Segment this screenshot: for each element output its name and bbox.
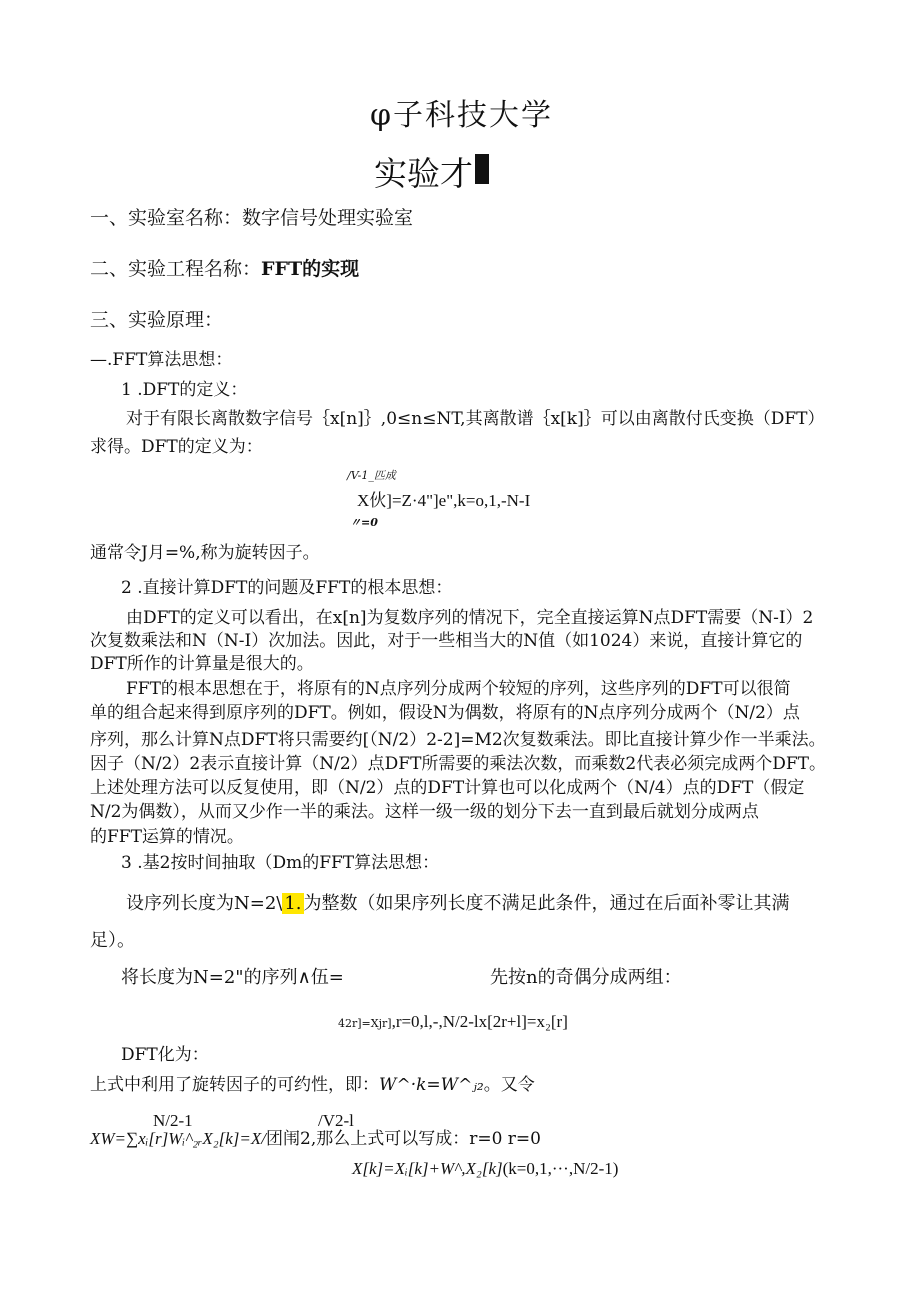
item-direct-computation: 2 .直接计算DFT的问题及FFT的根本思想： bbox=[121, 578, 453, 598]
para3-line3: DFT所作的计算量是很大的。 bbox=[90, 654, 314, 674]
para4-line3: 序列，那么计算N点DFT将只需要约[（N/2）2-2]=M2次复数乘法。即比直接计算少作一半乘法。 bbox=[90, 730, 826, 750]
para8 bbox=[90, 1075, 535, 1095]
eq1-lower-limit: 〃=0 bbox=[350, 516, 378, 529]
para4-line7: 的FFT运算的情况。 bbox=[90, 827, 244, 847]
para6-left: 将长度为N=2"的序列∧伍= bbox=[121, 967, 344, 988]
para4-line6: N/2为偶数），从而又少作一半的乘法。这样一级一级的划分下去一直到最后就划分成两点 bbox=[90, 802, 759, 822]
para8-post: 。又令 bbox=[483, 1075, 535, 1095]
eq4-math: X[k]=Xᵢ[k]+W^,X₂[k] bbox=[352, 1159, 503, 1178]
section-principle: 三、实验原理： bbox=[90, 309, 224, 331]
eq1-upper-limit: /V-1_匹成 bbox=[347, 469, 396, 482]
para6-right: 先按n的奇偶分成两组： bbox=[490, 967, 682, 988]
project-name-value: FFT的实现 bbox=[261, 258, 360, 280]
para3-line1: 由DFT的定义可以看出，在x[n]为复数序列的情况下，完全直接运算N点DFT需要（N-I）2 bbox=[126, 608, 814, 628]
highlighted-exponent: 1. bbox=[284, 893, 302, 914]
item-dft-definition: 1 .DFT的定义： bbox=[121, 380, 248, 400]
para5-line1 bbox=[126, 893, 790, 915]
project-name-prefix: 二、实验工程名称： bbox=[90, 258, 262, 280]
para4-line1: FFT的根本思想在于，将原有的N点序列分成两个较短的序列，这些序列的DFT可以很简 bbox=[126, 679, 791, 699]
para8-pre: 上式中利用了旋转因子的可约性，即： bbox=[90, 1075, 379, 1095]
eq3-math: XW=∑xᵢ[r]Wᵢ^₂ᵣX₂[k]=X/ bbox=[90, 1129, 266, 1148]
para5-line2: 足）。 bbox=[90, 930, 135, 951]
para5-post: 为整数（如果序列长度不满足此条件，通过在后面补零让其满 bbox=[303, 893, 790, 914]
eq2-small: 42r]=Xjr] bbox=[338, 1017, 392, 1030]
eq3-text: 团闱2,那么上式可以写成：r=0 r=0 bbox=[266, 1129, 541, 1149]
item-radix2-dit: 3 .基2按时间抽取（Dm的FFT算法思想： bbox=[121, 853, 440, 873]
para1-line2: 求得。DFT的定义为： bbox=[90, 437, 263, 457]
redaction-block bbox=[475, 154, 489, 184]
eq2-main: ,r=0,l,-,N/2-lx[2r+l]=x₂[r] bbox=[391, 1012, 568, 1031]
report-heading bbox=[374, 154, 489, 194]
para3-line2: 次复数乘法和N（N-I）次加法。因此，对于一些相当大的N值（如1024）来说，直接计算它的 bbox=[90, 631, 803, 651]
para8-math: W^·k=W^ⱼ₂ bbox=[379, 1075, 484, 1095]
para5-pre: 设序列长度为N=2\ bbox=[126, 893, 283, 914]
eq4-line bbox=[352, 1159, 618, 1179]
eq1-main: X伙]=Z·4"]e",k=o,1,-N-I bbox=[357, 491, 531, 510]
para4-line4: 因子（N/2）2表示直接计算（N/2）点DFT所需要的乘法次数，而乘数2代表必须完成两个DFT。 bbox=[90, 754, 826, 774]
para1-line1: 对于有限长离散数字信号｛x[n]｝,0≤n≤NT,其离散谱｛x[k]｝可以由离散付氏变换（DFT） bbox=[126, 409, 825, 429]
eq4-text: (k=0,1,···,N/2-1) bbox=[502, 1159, 619, 1178]
eq3-line bbox=[90, 1129, 541, 1149]
section-lab-name: 一、实验室名称：数字信号处理实验室 bbox=[90, 207, 414, 229]
report-heading-text: 实验才 bbox=[374, 154, 473, 193]
eq2 bbox=[338, 1012, 568, 1032]
eq3-upper-right: /V2-l bbox=[318, 1111, 354, 1130]
section-project-name bbox=[90, 258, 359, 281]
university-title: φ子科技大学 bbox=[370, 98, 554, 133]
para2: 通常令J月=%,称为旋转因子。 bbox=[90, 543, 320, 563]
para4-line2: 单的组合起来得到原序列的DFT。例如，假设N为偶数，将原有的N点序列分成两个（N/2）点 bbox=[90, 703, 800, 723]
para7: DFT化为： bbox=[121, 1045, 209, 1065]
eq3-upper-left: N/2-1 bbox=[153, 1111, 193, 1130]
subheading-fft-idea: —.FFT算法思想： bbox=[90, 350, 233, 370]
para4-line5: 上述处理方法可以反复使用，即（N/2）点的DFT计算也可以化成两个（N/4）点的DFT（假定 bbox=[90, 778, 805, 798]
